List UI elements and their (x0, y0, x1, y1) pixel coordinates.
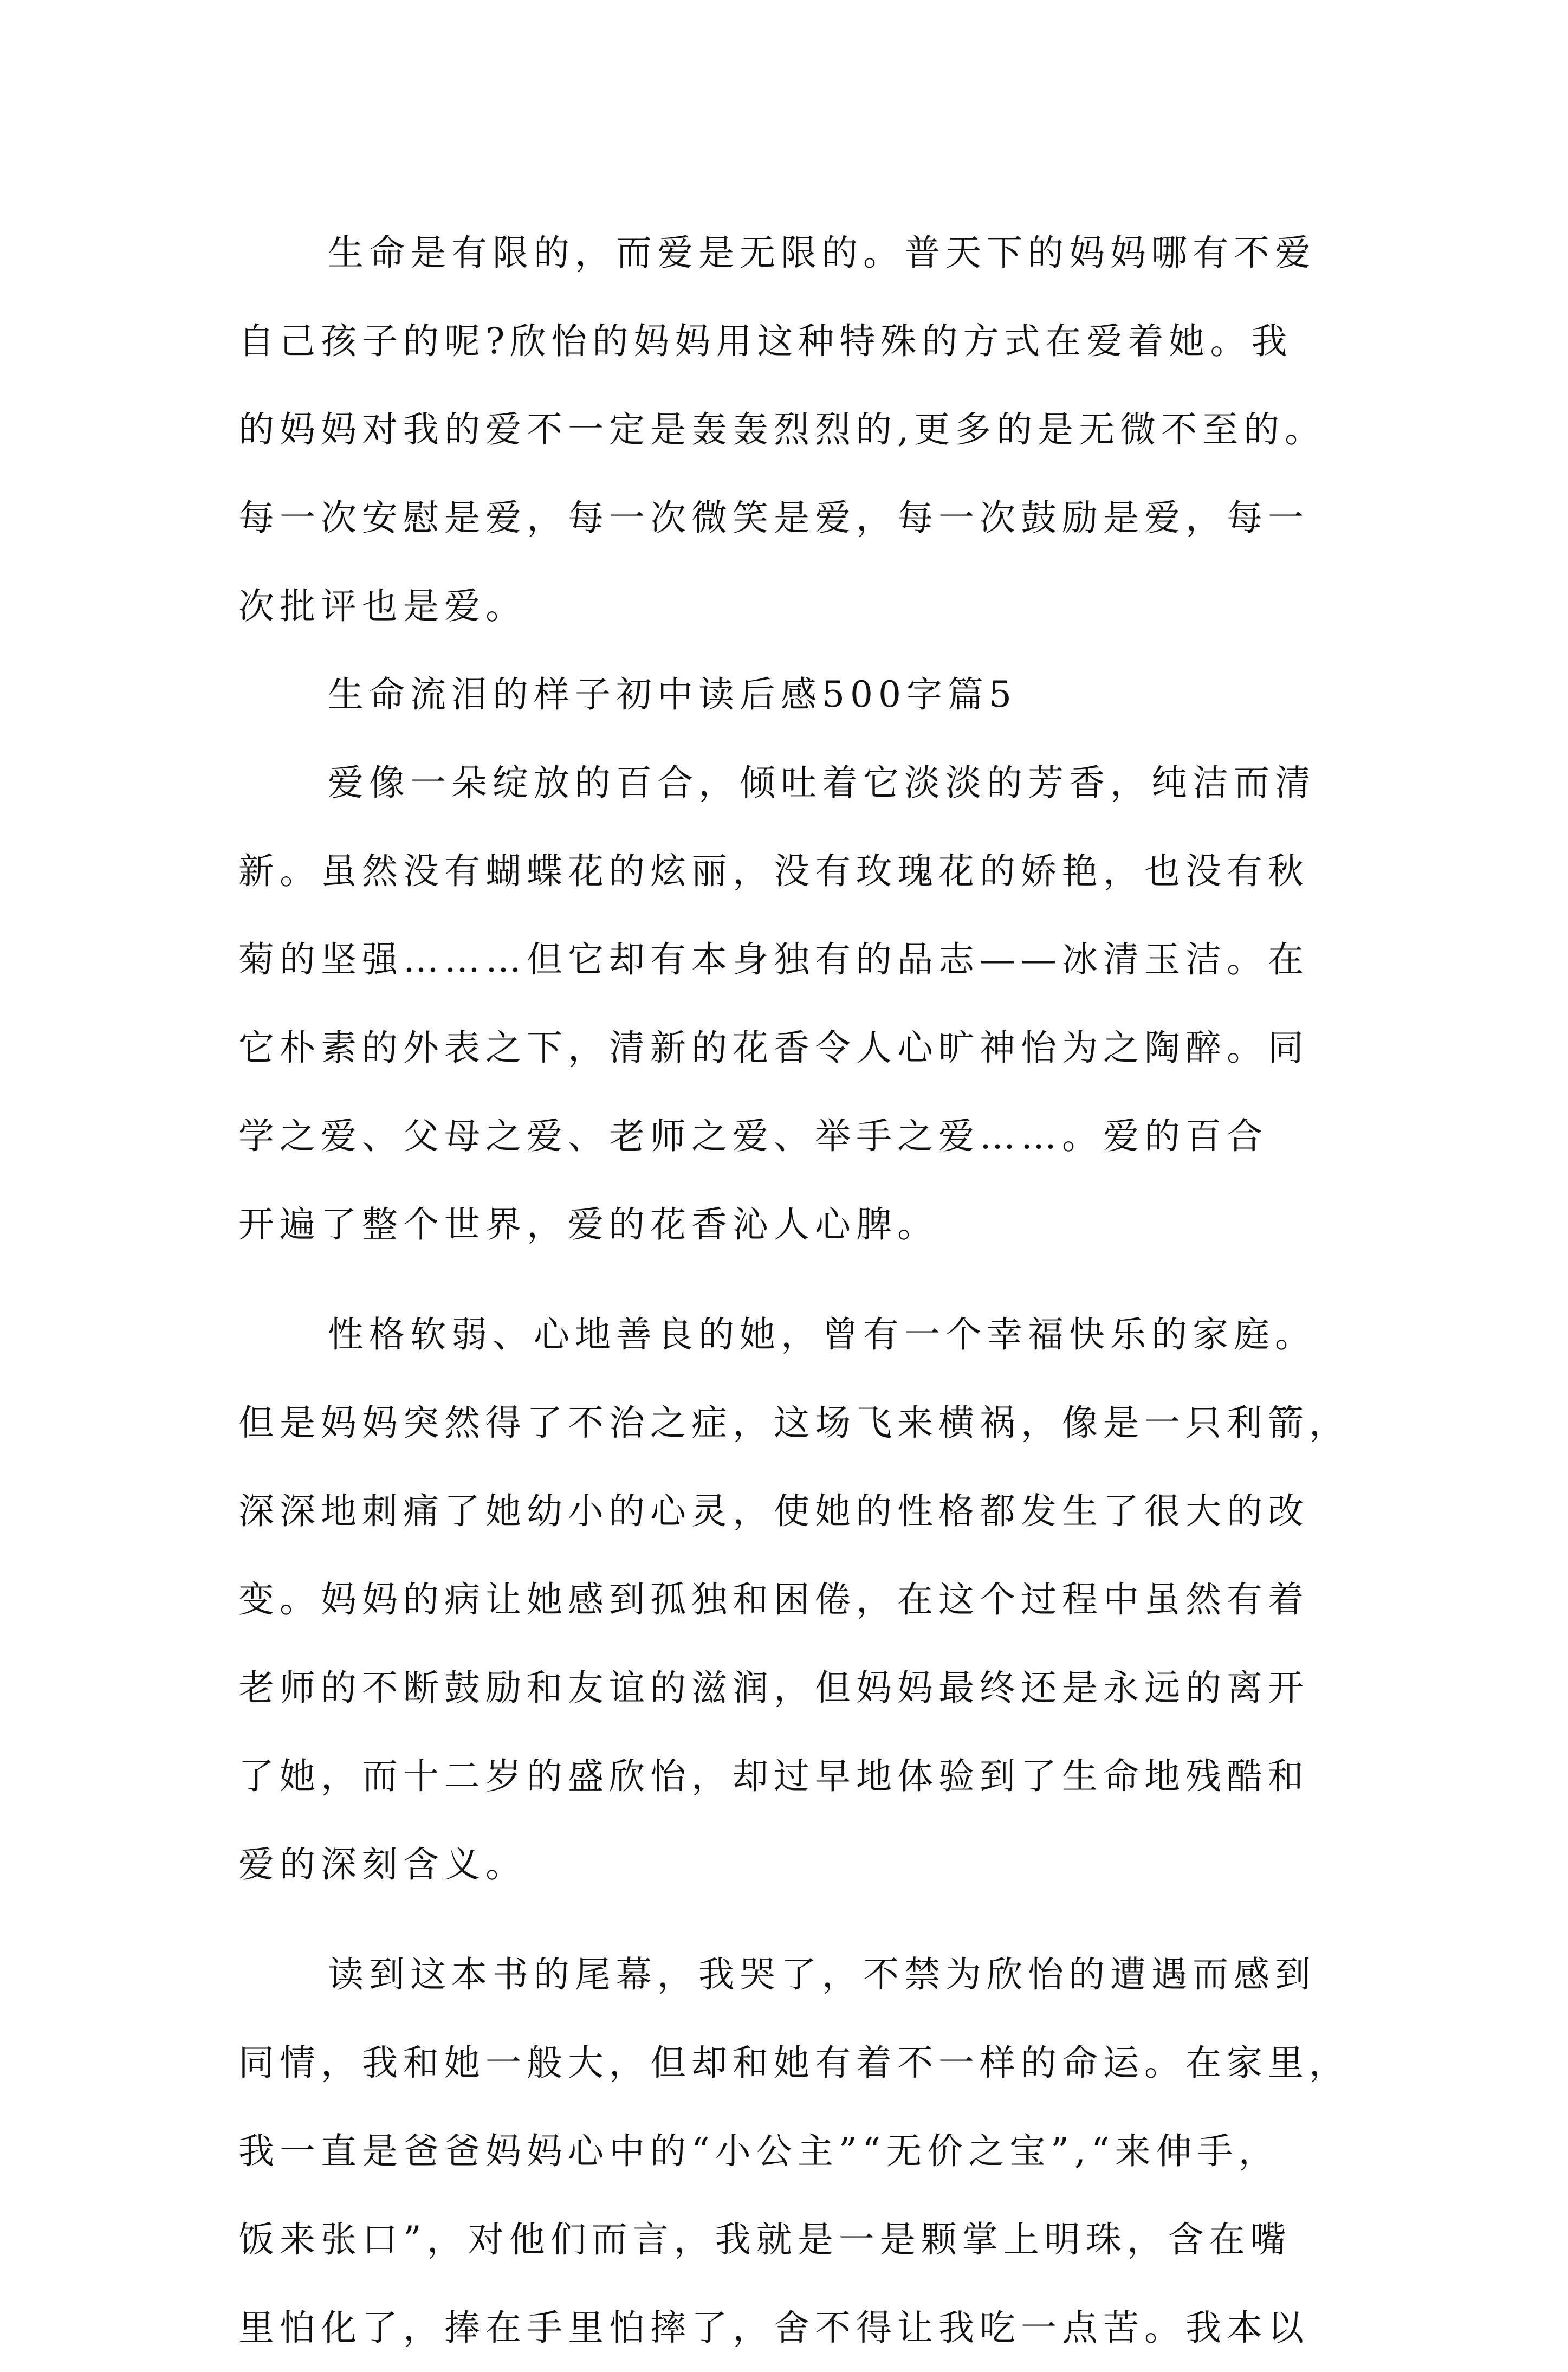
paragraph-line: 深深地刺痛了她幼小的心灵，使她的性格都发生了很大的改 (238, 1490, 1309, 1532)
paragraph-line: 自己孩子的呢?欣怡的妈妈用这种特殊的方式在爱着她。我 (238, 320, 1293, 362)
paragraph-line: 饭来张口”，对他们而言，我就是一是颗掌上明珠，含在嘴 (238, 2219, 1292, 2260)
section-heading: 生命流泪的样子初中读后感500字篇5 (328, 674, 1017, 715)
paragraph-line: 读到这本书的尾幕，我哭了，不禁为欣怡的遭遇而感到 (328, 1954, 1316, 1995)
paragraph-line: 次批评也是爱。 (238, 585, 527, 627)
paragraph-line: 的妈妈对我的爱不一定是轰轰烈烈的,更多的是无微不至的。 (238, 409, 1326, 450)
paragraph-line: 每一次安慰是爱，每一次微笑是爱，每一次鼓励是爱，每一 (238, 497, 1309, 539)
paragraph-line: 学之爱、父母之爱、老师之爱、举手之爱……。爱的百合 (238, 1115, 1268, 1157)
paragraph-line: 我一直是爸爸妈妈心中的“小公主”“无价之宝”,“来伸手， (238, 2130, 1280, 2172)
paragraph-gap (238, 1269, 1376, 1290)
paragraph-line: 但是妈妈突然得了不治之症，这场飞来横祸，像是一只利箭， (238, 1402, 1350, 1444)
paragraph-line: 开遍了整个世界，爱的花香沁人心脾。 (238, 1204, 938, 1245)
paragraph-line: 爱的深刻含义。 (238, 1844, 527, 1885)
paragraph-line: 它朴素的外表之下，清新的花香令人心旷神怡为之陶醉。同 (238, 1027, 1309, 1069)
paragraph-line: 里怕化了，捧在手里怕摔了，舍不得让我吃一点苦。我本以 (238, 2307, 1309, 2349)
document-body (238, 209, 1376, 2372)
paragraph-line: 老师的不断鼓励和友谊的滋润，但妈妈最终还是永远的离开 (238, 1667, 1309, 1709)
paragraph-line: 变。妈妈的病让她感到孤独和困倦，在这个过程中虽然有着 (238, 1579, 1309, 1620)
paragraph-line: 了她，而十二岁的盛欣怡，却过早地体验到了生命地残酷和 (238, 1755, 1309, 1797)
paragraph-line: 爱像一朵绽放的百合，倾吐着它淡淡的芳香，纯洁而清 (328, 762, 1316, 804)
paragraph-line: 生命是有限的，而爱是无限的。普天下的妈妈哪有不爱 (328, 232, 1316, 274)
paragraph-line: 新。虽然没有蝴蝶花的炫丽，没有玫瑰花的娇艳，也没有秋 (238, 850, 1309, 892)
paragraph-line: 性格软弱、心地善良的她，曾有一个幸福快乐的家庭。 (328, 1314, 1316, 1355)
paragraph-gap (238, 1909, 1376, 1930)
paragraph-line: 同情，我和她一般大，但却和她有着不一样的命运。在家里， (238, 2042, 1350, 2084)
paragraph-line: 菊的坚强………但它却有本身独有的品志——冰清玉洁。在 (238, 939, 1309, 980)
